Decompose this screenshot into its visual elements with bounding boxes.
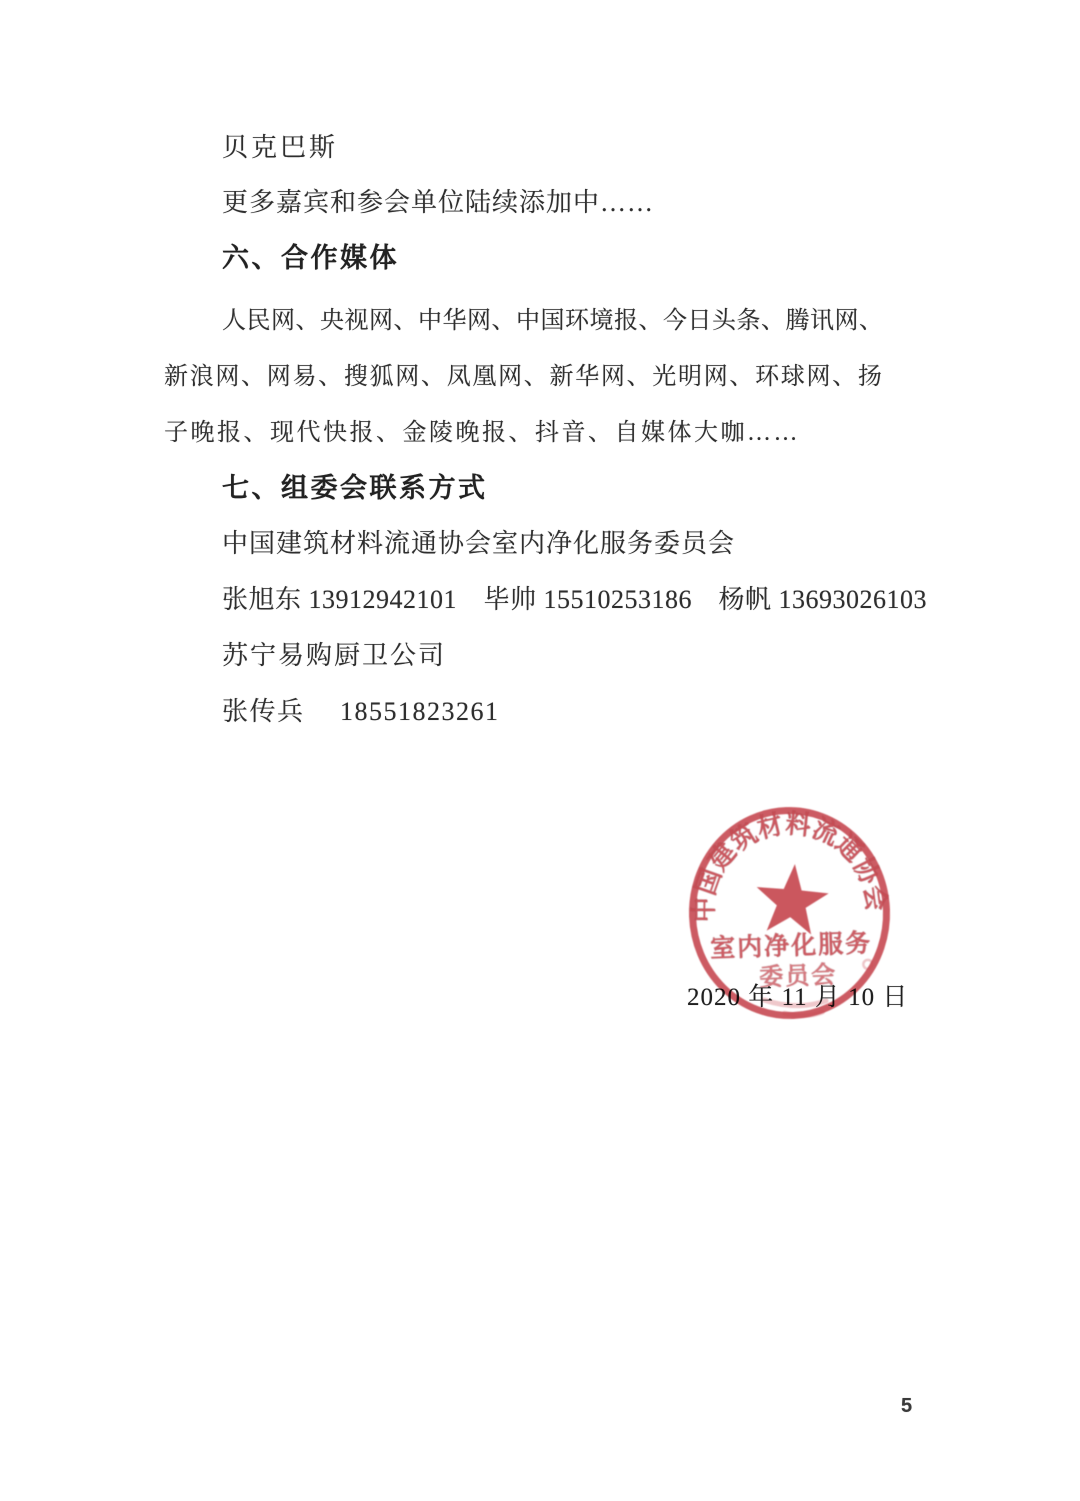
section-6-heading: 六、合作媒体: [222, 243, 399, 273]
more-guests-line: 更多嘉宾和参会单位陆续添加中……: [222, 188, 655, 217]
official-seal: [665, 787, 917, 1039]
seal-ring-text: 中国建筑材料流通协会: [688, 808, 892, 923]
guest-name-line: 贝克巴斯: [222, 133, 339, 162]
committee-name-line: 中国建筑材料流通协会室内净化服务委员会: [222, 529, 736, 558]
page-number: 5: [901, 1395, 913, 1417]
seal-subtext-1: 室内净化服务: [709, 929, 873, 963]
star-icon: [756, 863, 830, 936]
media-list-line-3: 子晚报、现代快报、金陵晚报、抖音、自媒体大咖……: [164, 420, 800, 446]
contacts-phone-line-2: 张传兵 18551823261: [222, 697, 500, 726]
suning-company-line: 苏宁易购厨卫公司: [222, 641, 447, 670]
contacts-phone-line-1: 张旭东 13912942101 毕帅 15510253186 杨帆 13693026103: [222, 585, 928, 614]
section-7-heading: 七、组委会联系方式: [222, 473, 488, 503]
media-list-line-1: 人民网、央视网、中华网、中国环境报、今日头条、腾讯网、: [222, 308, 884, 334]
seal-subtext-2: 委员会: [758, 961, 838, 992]
media-list-line-2: 新浪网、网易、搜狐网、凤凰网、新华网、光明网、环球网、扬: [164, 364, 884, 390]
document-date: 2020 年 11 月 10 日: [687, 984, 909, 1011]
